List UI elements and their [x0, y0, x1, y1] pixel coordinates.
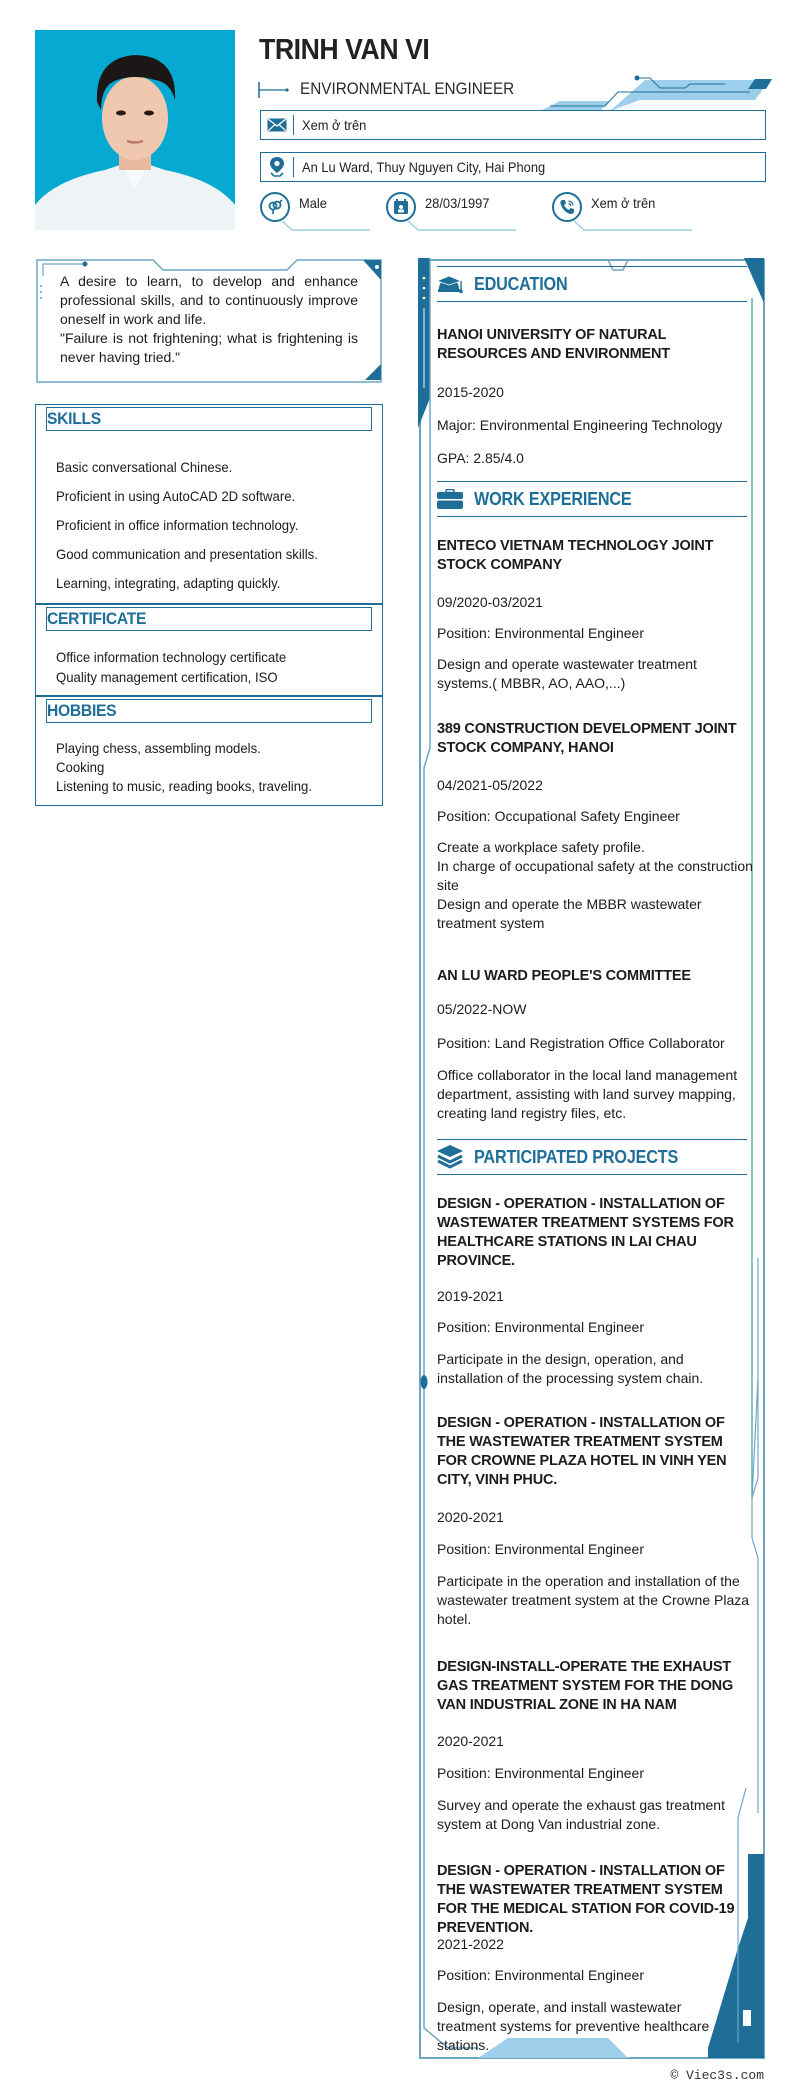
- project-name: DESIGN - OPERATION - INSTALLATION OF WASTEWATER TREATMENT SYSTEMS FOR HEALTHCARE STATIONS IN LAI CHAU PROVINCE.: [437, 1196, 734, 1269]
- graduation-cap-icon: [437, 273, 465, 295]
- project-name: DESIGN - OPERATION - INSTALLATION OF THE WASTEWATER TREATMENT SYSTEM FOR THE MEDICAL STATION FOR COVID-19 PREVENTION.: [437, 1863, 735, 1936]
- list-item: Office information technology certificate: [56, 649, 287, 665]
- list-item: Quality management certification, ISO: [56, 669, 278, 685]
- project-position: Position: Environmental Engineer: [437, 1967, 645, 1983]
- email-value: Xem ở trên: [302, 117, 367, 133]
- list-item: Proficient in office information technology.: [56, 517, 299, 533]
- location-pin-icon: [261, 157, 293, 177]
- email-field: [260, 110, 766, 140]
- certificate-heading: CERTIFICATE: [46, 607, 372, 631]
- title-connector-icon: [258, 80, 293, 100]
- project-description: Participate in the design, operation, and installation of the processing system chain.: [437, 1351, 704, 1386]
- watermark: © Viec3s.com: [670, 2068, 764, 2083]
- profile-photo: [35, 30, 235, 230]
- project-position: Position: Environmental Engineer: [437, 1765, 645, 1781]
- address-value: An Lu Ward, Thuy Nguyen City, Hai Phong: [302, 159, 546, 175]
- education-gpa: GPA: 2.85/4.0: [437, 450, 524, 466]
- layers-icon: [437, 1146, 465, 1168]
- work-experience-heading: WORK EXPERIENCE: [437, 481, 747, 517]
- phone-icon: [552, 192, 582, 222]
- gender-info: [260, 192, 370, 232]
- project-position: Position: Environmental Engineer: [437, 1319, 645, 1335]
- divider: [293, 115, 294, 135]
- company-name: ENTECO VIETNAM TECHNOLOGY JOINT STOCK COMPANY: [437, 538, 714, 573]
- gender-icon: [260, 192, 290, 222]
- envelope-icon: [261, 118, 293, 132]
- skills-list: [56, 453, 335, 598]
- hobbies-list: [56, 739, 328, 796]
- project-name: DESIGN-INSTALL-OPERATE THE EXHAUST GAS TREATMENT SYSTEM FOR THE DONG VAN INDUSTRIAL ZONE IN HA NAM: [437, 1659, 734, 1713]
- hobbies-section: [35, 696, 383, 806]
- work-position: Position: Land Registration Office Collaborator: [437, 1035, 725, 1051]
- list-item: Learning, integrating, adapting quickly.: [56, 575, 281, 591]
- work-period: 05/2022-NOW: [437, 1001, 527, 1017]
- certificate-list: [56, 647, 301, 687]
- project-description: Design, operate, and install wastewater treatment systems for preventive healthcare stations.: [437, 1999, 710, 2053]
- project-description: Survey and operate the exhaust gas treatment system at Dong Van industrial zone.: [437, 1797, 725, 1832]
- divider: [293, 157, 294, 177]
- summary-quote: "Failure is not frightening; what is frightening is never having tried.": [60, 330, 358, 365]
- work-description: Design and operate wastewater treatment systems.( MBBR, AO, AAO,...): [437, 656, 697, 691]
- work-description: Office collaborator in the local land management department, assisting with land survey mapping, creating land registry files, etc.: [437, 1067, 738, 1121]
- work-period: 09/2020-03/2021: [437, 594, 543, 610]
- work-period: 04/2021-05/2022: [437, 777, 543, 793]
- education-heading: EDUCATION: [437, 266, 747, 302]
- calendar-icon: [386, 192, 416, 222]
- phone-value: Xem ở trên: [591, 195, 656, 211]
- education-major: Major: Environmental Engineering Technology: [437, 417, 723, 433]
- gender-value: Male: [299, 195, 327, 211]
- work-description: Create a workplace safety profile. In charge of occupational safety at the construction site Design and operate the MBBR wastewater treatment system: [437, 839, 753, 931]
- work-position: Position: Occupational Safety Engineer: [437, 808, 680, 824]
- avatar: [35, 30, 235, 230]
- list-item: Basic conversational Chinese.: [56, 459, 233, 475]
- circuit-decoration-icon: [530, 65, 780, 115]
- project-description: Participate in the operation and installation of the wastewater treatment system at the Crowne Plaza hotel.: [437, 1573, 750, 1627]
- company-name: AN LU WARD PEOPLE'S COMMITTEE: [437, 968, 691, 984]
- career-summary: [60, 272, 358, 367]
- project-period: 2020-2021: [437, 1509, 504, 1525]
- birthday-value: 28/03/1997: [425, 195, 490, 211]
- list-item: Listening to music, reading books, traveling.: [56, 778, 313, 794]
- phone-info: [552, 192, 692, 232]
- school-name: HANOI UNIVERSITY OF NATURAL RESOURCES AND ENVIRONMENT: [437, 327, 670, 362]
- work-position: Position: Environmental Engineer: [437, 625, 645, 641]
- skills-heading: SKILLS: [46, 407, 372, 431]
- skills-section: [35, 404, 383, 604]
- birthday-info: [386, 192, 516, 232]
- education-period: 2015-2020: [437, 384, 504, 400]
- list-item: Proficient in using AutoCAD 2D software.: [56, 488, 296, 504]
- briefcase-icon: [437, 488, 465, 510]
- project-position: Position: Environmental Engineer: [437, 1541, 645, 1557]
- project-name: DESIGN - OPERATION - INSTALLATION OF THE WASTEWATER TREATMENT SYSTEM FOR CROWNE PLAZA HOTEL IN VINH YEN CITY, VINH PHUC.: [437, 1415, 727, 1488]
- list-item: Playing chess, assembling models.: [56, 740, 261, 756]
- list-item: Good communication and presentation skills.: [56, 546, 318, 562]
- project-period: 2020-2021: [437, 1733, 504, 1749]
- job-title: ENVIRONMENTAL ENGINEER: [300, 79, 515, 98]
- company-name: 389 CONSTRUCTION DEVELOPMENT JOINT STOCK COMPANY, HANOI: [437, 721, 737, 756]
- summary-goal: A desire to learn, to develop and enhance professional skills, and to continuously improve oneself in work and life.: [60, 273, 358, 327]
- project-period: 2021-2022: [437, 1936, 504, 1952]
- certificate-section: [35, 604, 383, 696]
- list-item: Cooking: [56, 759, 105, 775]
- project-period: 2019-2021: [437, 1288, 504, 1304]
- address-field: [260, 152, 766, 182]
- hobbies-heading: HOBBIES: [46, 699, 372, 723]
- projects-heading: PARTICIPATED PROJECTS: [437, 1139, 747, 1175]
- candidate-name: TRINH VAN VI: [259, 34, 430, 66]
